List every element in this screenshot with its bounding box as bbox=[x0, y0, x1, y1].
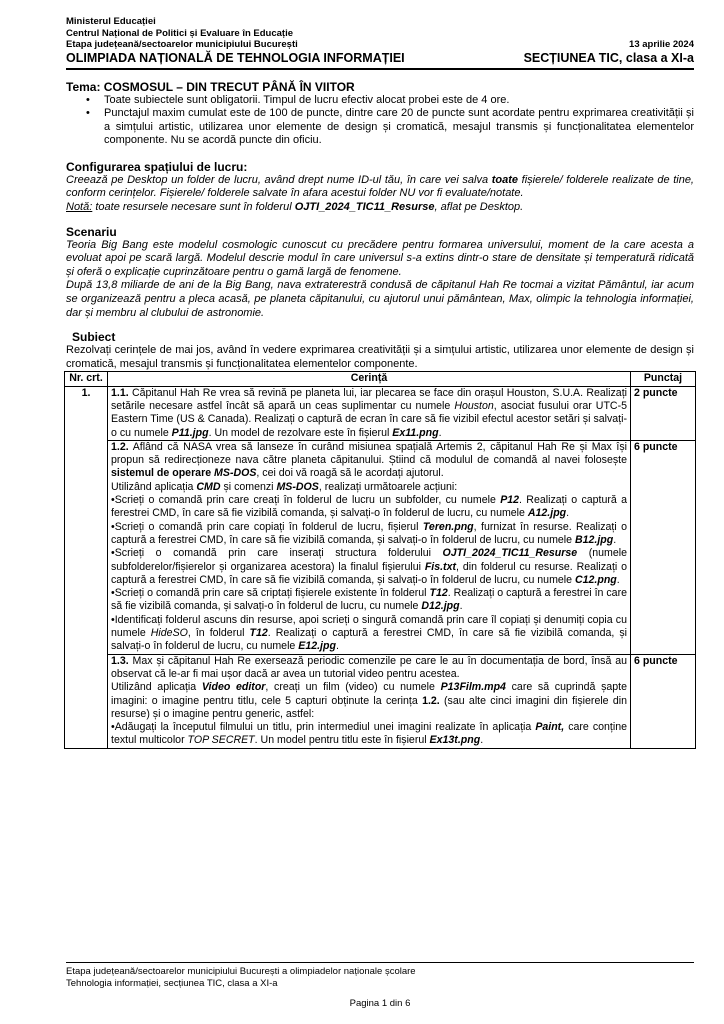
table-row bbox=[65, 440, 696, 654]
document-footer bbox=[66, 962, 694, 1009]
list-item: •Scrieți o comandă prin care inserați structura folderului OJTI_2024_TIC11_Resurse (numele subfolderelor/fișierelor și organizarea acestora) la finalul fișierului Fis.txt, din folderul cu resurse. Realizați o captură a ferestrei CMD, în care să fie vizibilă comanda, și salvați-o în folderul de lucru, cu numele C12.png. bbox=[111, 547, 627, 586]
theme-section bbox=[66, 80, 694, 148]
list-item: •Identificați folderul ascuns din resurse, apoi scrieți o singură comandă prin care îl copiați și denumiți copia cu numele HideSO, în folderul T12. Realizați o captură a ferestrei CMD, în care să fie vizibilă comanda, și salvați-o în folderul de lucru, cu numele E12.jpg. bbox=[111, 613, 627, 653]
column-header-requirement: Cerință bbox=[108, 372, 631, 386]
ministry-name: Ministerul Educației bbox=[66, 16, 156, 27]
section-title: SECȚIUNEA TIC, clasa a XI-a bbox=[523, 50, 694, 65]
points-1-3: 6 puncte bbox=[631, 654, 696, 748]
subject-section bbox=[66, 330, 694, 371]
scenario-paragraph: Teoria Big Bang este modelul cosmologic cunoscut cu precădere pentru formarea universului, moment de la care acesta a evoluat apoi pe scară largă. Modelul descrie modul în care universul s-a extins dintr-o stare de densitate și temperatură ridicată și oferă o explicație cuprinzătoare pentru o gamă largă de fenomene. bbox=[66, 238, 694, 278]
list-item: •Scrieți o comandă prin care creați în folderul de lucru un subfolder, cu numele P12. Realizați o captură a ferestrei CMD, în care să fie vizibilă comanda, și salvați-o în folderul de lucru, cu numele A12.jpg. bbox=[111, 494, 627, 520]
requirement-1-2: 1.2. Aflând că NASA vrea să lanseze în curând misiunea spațială Artemis 2, căpitanul Hah Re și Max își propun să redirecționeze nava către planeta căpitanului. Știind că modulul de comandă al navei folosește sistemul de operare MS-DOS, cei doi vă roagă să le acordați ajutorul. Utilizând aplicația CMD și comenzi MS-DOS, realizați următoarele acțiuni: •Scrieți o comandă prin care creați în folderul de lucru un subfolder, cu numele P12. Realizați o captură a ferestrei CMD, în care să fie vizibilă comanda, și salvați-o în folderul de lucru, cu numele A12.jpg. •Scrieți o comandă prin care copiați în folderul de lucru, fișierul Teren.png, furnizat în resurse. Realizați o captură a ferestrei CMD, în care să fie vizibilă comanda, și salvați-o în folderul de lucru, cu numele B12.jpg. •Scrieți o comandă prin care inserați structura folderului OJTI_2024_TIC11_Resurse (numele subfolderelor/fișierelor și organizarea acestora) la finalul fișierului Fis.txt, din folderul cu resurse. Realizați o captură a ferestrei CMD, în care să fie vizibilă comanda, și salvați-o în folderul de lucru, cu numele C12.png. •Scrieți o comandă prin care să criptați fișierele existente în folderul T12. Realizați o captură a ferestrei în care să fie vizibilă comanda, și salvați-o în folderul de lucru, cu numele D12.jpg. •Identificați folderul ascuns din resurse, apoi scrieți o singură comandă prin care îl copiați și denumiți copia cu numele HideSO, în folderul T12. Realizați o captură a ferestrei CMD, în care să fie vizibilă comanda, și salvați-o în folderul de lucru, cu numele E12.jpg. bbox=[108, 440, 631, 654]
list-item: •Adăugați la începutul filmului un titlu, prin intermediul unei imagini realizate în aplicația Paint, care conține textul multicolor TOP SECRET. Un model pentru titlu este în fișierul Ex13t.png. bbox=[111, 721, 628, 747]
theme-title: Tema: COSMOSUL – DIN TRECUT PÂNĂ ÎN VIITOR bbox=[66, 79, 355, 94]
table-header-row bbox=[65, 372, 696, 386]
footer-line: Etapa județeană/sectoarelor municipiului București a olimpiadelor naționale școlare bbox=[66, 966, 416, 977]
config-note: Notă: toate resursele necesare sunt în folderul OJTI_2024_TIC11_Resurse, aflat pe Desktop. bbox=[66, 201, 524, 214]
header-divider bbox=[66, 68, 694, 70]
column-header-points: Punctaj bbox=[631, 372, 696, 386]
config-paragraph: Creează pe Desktop un folder de lucru, având drept nume ID-ul tău, în care vei salva toate fișierele/ folderele realizate de tine, conform cerințelor. Fișierele/ folderele salvate în afara acestui folder NU vor fi evaluate/notate. bbox=[66, 173, 694, 200]
page-number: Pagina 1 din 6 bbox=[349, 998, 411, 1009]
scenario-paragraph: După 13,8 miliarde de ani de la Big Bang, nava extraterestră condusă de căpitanul Hah Re tocmai a vizitat Pământul, iar acum se organizează pentru a pleca acasă, pe planeta căpitanului, cu ajutorul unui pământean, Max, olimpic la tehnologia informației, dar și membru al clubului de astronomie. bbox=[66, 279, 694, 319]
table-row bbox=[65, 386, 696, 440]
subject-title: Subiect bbox=[72, 330, 116, 345]
subject-intro: Rezolvați cerințele de mai jos, având în vedere exprimarea creativității și a simțului artistic, utilizarea unor elemente de design și cromatică, mesajul transmis și funcționalitatea elementelor componente. bbox=[66, 344, 694, 370]
requirement-1-1: 1.1. Căpitanul Hah Re vrea să revină pe planeta lui, iar plecarea se face din orașul Houston, S.U.A. Realizați setările necesare astfel încât să apară un ceas suplimentar cu numele Houston, asociat fusului orar UTC-5 Eastern Time (US & Canada). Realizați o captură de ecran în care să fie vizibil efectul acestor setări și salvați-o cu numele P11.jpg. Un model de rezolvare este în fișierul Ex11.png. bbox=[108, 386, 631, 440]
column-header-nr: Nr. crt. bbox=[65, 372, 108, 386]
olympiad-title: OLIMPIADA NAȚIONALĂ DE TEHNOLOGIA INFORMAȚIEI bbox=[66, 50, 405, 65]
row-number: 1. bbox=[65, 386, 108, 748]
theme-bullet: • Punctajul maxim cumulat este de 100 de puncte, dintre care 20 de puncte sunt acordate pentru exprimarea creativității și a simțului artistic, utilizarea unor elemente de design și cromatică, mesajul transmis și funcționalitatea elementelor componente. Nu se acordă puncte din oficiu. bbox=[86, 107, 694, 147]
config-title: Configurarea spațiului de lucru: bbox=[66, 159, 248, 174]
center-name: Centrul Național de Politici și Evaluare în Educație bbox=[66, 27, 294, 39]
theme-bullet-text: Toate subiectele sunt obligatorii. Timpul de lucru efectiv alocat probei este de 4 ore. bbox=[104, 93, 510, 106]
footer-line: Tehnologia informației, secțiunea TIC, clasa a XI-a bbox=[66, 978, 278, 989]
points-1-2: 6 puncte bbox=[631, 440, 696, 654]
stage-name: Etapa județeană/sectoarelor municipiului București bbox=[66, 39, 298, 50]
requirements-table bbox=[64, 371, 696, 748]
list-item: •Scrieți o comandă prin care să criptați fișierele existente în folderul T12. Realizați o captură a ferestrei în care să fie vizibilă comanda, și salvați-o în folderul de lucru, cu numele D12.jpg. bbox=[111, 587, 627, 613]
requirement-1-3: 1.3. Max și căpitanul Hah Re exersează periodic comenzile pe care le au în documentația de bord, însă au observat că le-ar fi mai ușor dacă ar avea un tutorial video pentru acestea. Utilizând aplicația Video editor, creați un film (video) cu numele P13Film.mp4 care să cuprindă șapte imagini: o imagine pentru titlu, cele 5 capturi obținute la cerința 1.2. (sau alte cinci imagini din fișierele din resurse) și o imagine pentru generic, astfel: •Adăugați la începutul filmului un titlu, prin intermediul unei imagini realizate în aplicația Paint, care conține textul multicolor TOP SECRET. Un model pentru titlu este în fișierul Ex13t.png. bbox=[108, 654, 631, 748]
scenario-title: Scenariu bbox=[66, 224, 117, 239]
exam-date: 13 aprilie 2024 bbox=[629, 39, 694, 50]
list-item: •Scrieți o comandă prin care copiați în folderul de lucru, fișierul Teren.png, furnizat în resurse. Realizați o captură a ferestrei CMD, în care să fie vizibilă comanda, și salvați-o în folderul de lucru, cu numele B12.jpg. bbox=[111, 520, 627, 546]
points-1-1: 2 puncte bbox=[631, 386, 696, 440]
theme-bullet: • Toate subiectele sunt obligatorii. Timpul de lucru efectiv alocat probei este de 4 ore. bbox=[86, 93, 510, 106]
scenario-section bbox=[66, 225, 694, 321]
table-row bbox=[65, 654, 696, 748]
config-section bbox=[66, 160, 694, 215]
document-header bbox=[66, 16, 694, 70]
exam-page bbox=[66, 16, 694, 749]
theme-bullet-text: Punctajul maxim cumulat este de 100 de puncte, dintre care 20 de puncte sunt acordate pentru exprimarea creativității și a simțului artistic, utilizarea unor elemente de design și cromatică, mesajul transmis și funcționalitatea elementelor componente. Nu se acordă puncte din oficiu. bbox=[104, 107, 694, 147]
footer-divider bbox=[66, 962, 694, 963]
